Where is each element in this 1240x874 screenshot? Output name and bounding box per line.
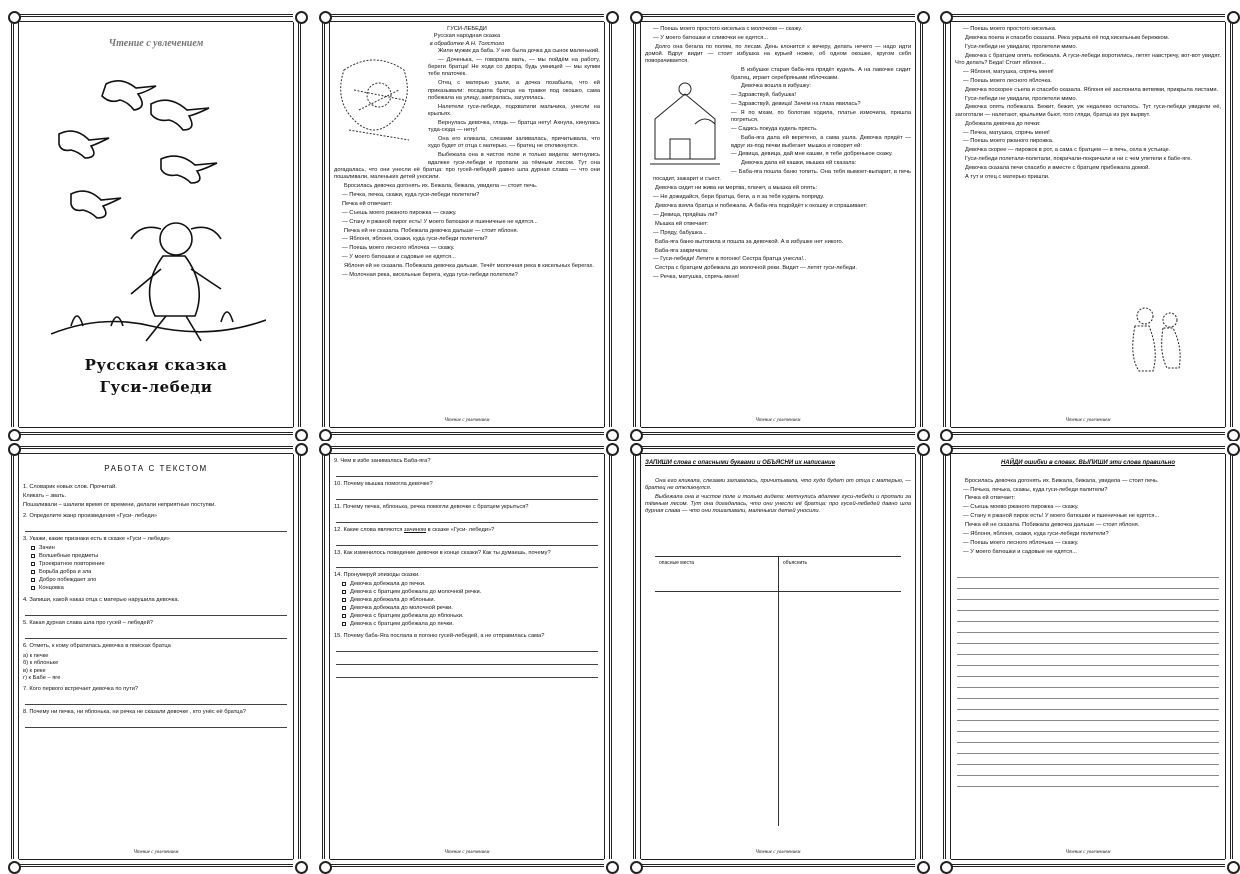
worksheet-page-2: [322, 446, 612, 867]
option[interactable]: Девочка добежала до печки.: [342, 581, 600, 589]
option[interactable]: г) к Бабе – яге: [23, 674, 61, 681]
story-genre: Русская народная сказка: [433, 33, 501, 40]
page-footer: Чтение с увлечением: [444, 850, 490, 855]
story-page-3: [943, 14, 1233, 435]
story-paragraph: — Съешь моего ржаного пирожка — скажу.: [342, 209, 457, 216]
story-paragraph: Добежала девочка до печки:: [965, 120, 1041, 127]
option[interactable]: Девочка с братцем добежала до молочной речки.: [342, 589, 600, 597]
story-paragraph: — Речка, матушка, спрячь меня!: [653, 274, 740, 281]
checkbox[interactable]: [342, 606, 346, 610]
checkbox[interactable]: [342, 582, 346, 586]
story-paragraph: Девочка дала ей кашки, мышка ей сказала:: [741, 160, 857, 167]
story-paragraph: Девочка опять побежала. Бежит, бежит, уж недалеко осталось. Тут гуси-лебеди увидели её, загоготали — налетают, крыльями бьют, того гляди, братца из рук вырвут.: [955, 104, 1221, 118]
story-paragraph: Налетели гуси-лебеди, подхватили мальчика, унесли на крыльях.: [428, 103, 600, 118]
story-paragraph: Баба-яга баню вытопила и пошла за девочкой. А в избушке нет никого.: [655, 238, 844, 245]
question-3: 3. Укажи, какие признаки есть в сказке «Гуси – лебеди»: [23, 536, 170, 543]
question-7: 7. Кого первого встречает девочка по пути?: [23, 686, 139, 693]
story-paragraph: Девочка вошла в избушку:: [741, 83, 811, 90]
task-paragraph: — Яблоня, яблоня, скажи, куда гуси-лебеди полители?: [963, 531, 1109, 538]
question-5: 5. Какая дурная слава шла про гусей – лебедей?: [23, 619, 153, 626]
cover-illustration: [51, 64, 266, 344]
question-8: 8. Почему ни печка, ни яблонька, ни речка не сказали девочке , кто унёс её братца?: [23, 709, 246, 716]
answer-line[interactable]: [336, 642, 598, 652]
option[interactable]: в) к реке: [23, 667, 46, 674]
checkbox[interactable]: [342, 622, 346, 626]
story-paragraph: — Поешь моего ржаного пирожка.: [963, 138, 1054, 145]
question-13: 13. Как изменилось поведение девочки в конце сказки? Как ты думаешь, почему?: [334, 549, 551, 556]
task-paragraph: — Поешь моего лесного яблочька — скажу.: [963, 539, 1079, 546]
option[interactable]: Борьба добра и зла: [31, 569, 289, 577]
story-paragraph: Жили мужик да баба. У них была дочка да сынок маленький.: [438, 47, 600, 54]
question-9: 9. Чем в избе занималась Баба-яга?: [334, 458, 431, 464]
task-paragraph: — У моего батюшки и садовые не едятся...: [963, 548, 1077, 555]
story-page-2: [633, 14, 923, 435]
story-paragraph: Отец с матерью ушли, а дочка позабыла, что ей приказывали: посадила братца на травке под окошко, сама побежала на улицу, заигралась, загулялась.: [428, 80, 600, 101]
question-1-line: Пошаливали – шалили время от времени, делали неприятные поступки.: [23, 502, 216, 509]
story-paragraph: — Девица, прядёшь ли?: [653, 212, 718, 219]
story-paragraph: Девочка поскорее съела и спасибо сказала. Яблоня её заслонила ветвями, прикрыла листами.: [965, 86, 1219, 93]
story-illustration: [334, 50, 422, 158]
task-paragraph: Она его кликала, слезами заливалась, причитывала, что худо будет от отца с матерью, — братец не откликнулся.: [645, 477, 911, 491]
question-12: 12. Какие слова являются зачином в сказке «Гуси- лебеди»?: [334, 526, 495, 533]
story-paragraph: Гуси-лебеди полетали-полетали, покричали-покричали и ни с чем улетели к бабе-яге.: [965, 156, 1192, 163]
answer-line[interactable]: [336, 668, 598, 678]
answer-line[interactable]: [25, 695, 287, 705]
story-paragraph: — У моего батюшки и сливочки не едятся...: [653, 34, 769, 41]
story-paragraph: Девочка поела и спасибо сказала. Река укрыла её под кисельным бережком.: [965, 34, 1170, 41]
page-footer: Чтение с увлечением: [1065, 850, 1111, 855]
story-paragraph: — У моего батюшки и садовые не едятся...: [342, 254, 456, 261]
worksheet-page-3: [633, 446, 923, 867]
question-6-options: [23, 653, 289, 682]
story-paragraph: Яблоня ей не сказала. Побежала девочка дальше. Течёт молочная река в кисельных берегах.: [344, 263, 594, 270]
story-paragraph: Гуси-лебеди не увидали, пролетели мимо.: [965, 43, 1078, 50]
page-footer: Чтение с увлечением: [755, 418, 801, 423]
answer-line[interactable]: [336, 655, 598, 665]
story-paragraph: — Доченька, — говорила мать, — мы пойдём на работу, береги братца! Не ходи со двора, будь умницей — мы купим тебе платочек.: [428, 56, 600, 78]
worksheet-page-1: [11, 446, 301, 867]
story-paragraph: — Поешь моего простого киселька с молочком — скажу.: [653, 26, 803, 32]
answer-line[interactable]: [336, 490, 598, 500]
checkbox[interactable]: [342, 590, 346, 594]
story-paragraph: — Яблоня, яблоня, скажи, куда гуси-лебеди полетели?: [342, 236, 488, 243]
task-paragraph: Выбежала она в чистое поле и только видела: метнулись вдалеке гуси-лебеди и пропали за тёмным лесом. Тут она догадалась, что они унесли её братца: про гусей-лебедей давно шла дурная слава — что они пошаливали, маленьких детей уносили.: [645, 493, 911, 515]
task-paragraph: Печка ей отвечает:: [965, 495, 1016, 502]
task-title: НАЙДИ ошибки в словах. ВЫПИШИ эти слова правильно: [1000, 460, 1176, 466]
task-paragraph: Бросилась девочка догонять их. Бижала, бижала, увидела — стоит печь.: [965, 477, 1159, 484]
checkbox[interactable]: [31, 586, 35, 590]
story-paragraph: Девочка с братцем опять побежала. А гуси-лебеди воротились, летят навстречу, вот-вот увидят. Что делать? Беда! Стоит яблоня...: [955, 52, 1221, 66]
story-paragraph: — Пряду, бабушка...: [653, 229, 707, 236]
page-footer: Чтение с увлечением: [755, 850, 801, 855]
story-paragraph: — Садись покуда кудель прясть.: [731, 126, 818, 133]
task-paragraph: Печка ей не сказала. Побижала девочка дальше — стоит яблоня.: [965, 522, 1140, 529]
option[interactable]: Девочка с братцем добежала до яблоньки.: [342, 613, 600, 621]
story-paragraph: Девочка скорее — пирожок в рот, а сама с братцем — в печь, села в устьице.: [965, 147, 1171, 154]
story-paragraph: Долго она бегала по полям, по лесам. День клонится к вечеру, делать нечего — надо идти домой. Вдруг видит — стоит избушка на курьей ножке, об одном окошке, кругом себя поворачивается.: [645, 43, 911, 65]
question-2: 2. Определите жанр произведения «Гуси- лебеди»: [23, 513, 158, 520]
story-paragraph: Баба-яга закричала:: [655, 247, 709, 254]
question-11: 11. Почему печка, яблонька, речка помогли девочке с братцем укрыться?: [334, 503, 529, 510]
story-adaptation: в обработке А.Н. Толстого: [429, 40, 505, 47]
question-14: 14. Пронумеруй эпизоды сказки.: [334, 572, 420, 579]
option[interactable]: Волшебные предметы: [31, 553, 289, 561]
task-title: ЗАПИШИ слова с опасными буквами и ОБЪЯСНИ их написание: [645, 460, 836, 466]
answer-line[interactable]: [25, 522, 287, 532]
story-paragraph: — Стану я ржаной пирог есть! У моего батюшки и пшеничные не едятся...: [342, 218, 538, 225]
option[interactable]: б) к яблоньке: [23, 660, 59, 667]
task-paragraph: — Стану я ржаной пирок есть! У моего батюшки и пшеничные не едятся...: [963, 513, 1160, 520]
question-1-line: Кликать – звать.: [23, 493, 67, 500]
story-page-1: [322, 14, 612, 435]
option[interactable]: Зачин: [31, 545, 289, 553]
checkbox[interactable]: [31, 554, 35, 558]
page-footer: Чтение с увлечением: [444, 418, 490, 423]
story-paragraph: Девочка взяла братца и побежала. А баба-яга подойдёт к окошку и спрашивает:: [655, 203, 868, 210]
cover-subtitle: Чтение с увлечением: [108, 38, 204, 49]
checkbox[interactable]: [342, 614, 346, 618]
task-paragraph: — Съешь моево ржаного пирожка — скажу.: [963, 504, 1079, 511]
answer-lines[interactable]: [955, 570, 1221, 787]
story-paragraph: — Здравствуй, бабушка!: [731, 92, 797, 99]
checkbox[interactable]: [342, 598, 346, 602]
worksheet-heading: РАБОТА С ТЕКСТОМ: [104, 464, 208, 473]
story-paragraph: Печка ей не сказала. Побежала девочка дальше — стоит яблоня.: [344, 227, 519, 234]
story-paragraph: — Гуси-лебеди! Летите в погоню! Сестра братца унесла!..: [653, 256, 807, 263]
answer-line[interactable]: [25, 606, 287, 616]
answer-line[interactable]: [336, 513, 598, 523]
story-paragraph: Девочка сидит ни жива ни мертва, плачет, а мышка ей опять:: [655, 185, 818, 192]
answer-table[interactable]: [655, 556, 901, 826]
option[interactable]: Девочка добежала до яблоньки.: [342, 597, 600, 605]
story-paragraph: А тут и отец с матерью пришли.: [965, 173, 1050, 180]
option[interactable]: Троекратное повторение: [31, 561, 289, 569]
answer-line[interactable]: [336, 536, 598, 546]
option[interactable]: Концовка: [31, 585, 289, 593]
story-paragraph: — Яблоня, матушка, спрячь меня!: [963, 68, 1054, 75]
story-paragraph: — Баба-яга пошла баню топить. Она тебя вымоет-выпарит, в печь посадит, зажарит и съест.: [653, 169, 911, 183]
story-paragraph: В избушке старая баба-яга прядёт кудель. А на лавочке сидит братец, играет серебряными яблочками.: [731, 67, 911, 81]
option[interactable]: а) к печке: [23, 653, 49, 660]
story-paragraph: Мышка ей отвечает:: [655, 220, 709, 227]
story-paragraph: — Здравствуй, девица! Зачем на глаза явилась?: [731, 101, 861, 108]
cover-title-line1: Русская сказка: [84, 356, 228, 374]
option[interactable]: Девочка с братцем добежала до печки.: [342, 621, 600, 629]
question-6: 6. Отметь, к кому обратилась девочка в поисках братца: [23, 642, 171, 649]
checkbox[interactable]: [31, 562, 35, 566]
page-footer: Чтение с увлечением: [133, 850, 179, 855]
story-paragraph: Бросилась девочка догонять их. Бежала, бежала, увидела — стоит печь.: [344, 183, 538, 190]
story-paragraph: — Девица, девица, дай мне кашки, я тебе добренькое скажу.: [731, 151, 893, 158]
answer-line[interactable]: [336, 467, 598, 477]
question-10: 10. Почему мышка помогла девочке?: [334, 480, 433, 487]
answer-line[interactable]: [25, 718, 287, 728]
story-paragraph: — Не дожидайся, бери братца, беги, а я за тебя кудель попряду.: [653, 194, 825, 201]
question-4: 4. Запиши, какой наказ отца с матерью нарушила девочка.: [23, 597, 180, 603]
cover-page: [11, 14, 301, 435]
story-paragraph: — Поешь моего лесного яблочка.: [963, 77, 1052, 84]
story-paragraph: — Молочная река, кисельные берега, куда гуси-лебеди полетели?: [342, 272, 518, 278]
question-1: 1. Словарик новых слов. Прочитай.: [23, 484, 117, 491]
story-paragraph: — Я по мхам, по болотам ходила, платье измочила, пришла погреться.: [731, 110, 911, 124]
story-paragraph: — Поешь моего лесного яблочка — скажу.: [342, 245, 455, 252]
question-15: 15. Почему баба-Яга послала в погоню гусей-лебедей, а не отправилась сама?: [334, 633, 545, 640]
story-title-block: [334, 26, 600, 48]
story-paragraph: Она его кликала, слезами заливалась, причитывала, что худо будет от отца с матерью, — братец не откликнулся.: [428, 136, 600, 150]
checkbox[interactable]: [31, 578, 35, 582]
question-14-options: [334, 581, 600, 629]
story-paragraph: Печка ей отвечает:: [342, 200, 393, 207]
ending-illustration: [1115, 296, 1195, 376]
story-paragraph: Вернулась девочка, глядь — братца нету! Ахнула, кинулась туда-сюда — нету!: [428, 119, 600, 134]
story-paragraph: — Печка, печка, скажи, куда гуси-лебеди полетели?: [342, 191, 480, 198]
story-paragraph: Выбежала она в чистое поле и только видела: метнулись вдалеке гуси-лебеди и пропали за тёмным лесом. Тут она догадалась, что они унесли её братца: про гусей-лебедей давно шла дурная слава — что они пошаливали, маленьких детей уносили.: [334, 152, 600, 181]
hut-illustration: [645, 69, 725, 169]
story-paragraph: Девочка сказала печи спасибо и вместе с братцем прибежала домой.: [965, 165, 1150, 172]
answer-line[interactable]: [336, 558, 598, 568]
story-paragraph: Гуси-лебеди не увидали, пролетели мимо.: [965, 95, 1078, 102]
option[interactable]: Добро побеждает зло: [31, 577, 289, 585]
page-footer: Чтение с увлечением: [1065, 418, 1111, 423]
question-3-options: [23, 545, 289, 593]
story-paragraph: — Печка, матушка, спрячь меня!: [963, 129, 1050, 136]
story-paragraph: Сестра с братцем добежала до молочной реки. Видит — летят гуси-лебеди.: [655, 265, 857, 272]
task-paragraph: — Печька, печька, скажы, куда гуси-лебеди палители?: [963, 486, 1108, 493]
column-header-2: объяснить: [782, 560, 808, 566]
answer-line[interactable]: [25, 629, 287, 639]
checkbox[interactable]: [31, 546, 35, 550]
column-header-1: опасные места: [659, 560, 695, 566]
worksheet-page-4: [943, 446, 1233, 867]
option[interactable]: Девочка добежала до молочной речки.: [342, 605, 600, 613]
story-paragraph: — Поешь моего простого киселька.: [963, 26, 1057, 32]
cover-title-line2: Гуси-лебеди: [99, 378, 213, 396]
checkbox[interactable]: [31, 570, 35, 574]
story-paragraph: Баба-яга дала ей веретено, а сама ушла. Девочка прядёт — вдруг из-под печки выбегает мышка и говорит ей:: [731, 135, 911, 149]
story-title: ГУСИ-ЛЕБЕДИ: [447, 26, 487, 32]
